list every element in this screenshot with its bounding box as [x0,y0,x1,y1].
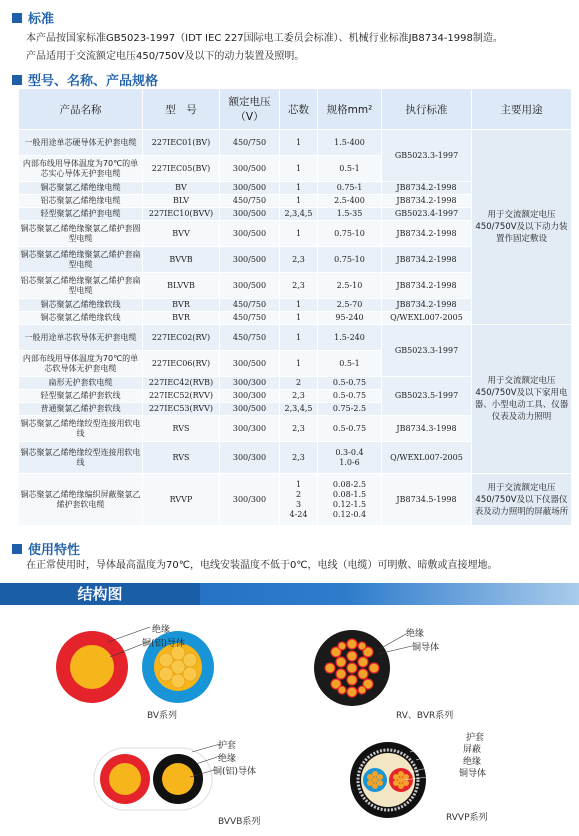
structure-title: 结构图 [0,583,200,605]
cores-line: 2 [295,489,302,499]
cell-standard: Q/WEXL007-2005 [382,442,472,474]
cell-name: 铜芯聚氯乙烯绝缘电缆 [19,182,143,195]
cell-cores: 1 [280,299,318,312]
header-standard: 执行标准 [382,89,472,130]
standard-line-1: 本产品按国家标准GB5023-1997（IDT IEC 227国际电工委员会标准）、机械行业标准JB8734-1998制造。 [26,33,503,44]
cell-name: 铝芯聚氯乙烯绝缘聚氯乙烯护套扁型电缆 [19,273,143,299]
spec-line: 0.12-1.5 [332,499,367,509]
cell-spec: 0.75-2.5 [318,403,382,416]
header-spec: 规格mm² [318,89,382,130]
section-models-heading [12,70,158,89]
cell-usage: 用于交流额定电压450/750V及以下动力装置作固定敷设 [472,130,572,325]
cell-model: 227IEC02(RV) [143,325,220,351]
cell-model: BVR [143,299,220,312]
cell-standard: JB8734.2-1998 [382,299,472,312]
cell-cores: 1 [280,130,318,156]
cell-name: 铜芯聚氯乙烯绝缘聚氯乙烯护套扁型电缆 [19,247,143,273]
cell-cores: 2,3 [280,273,318,299]
cell-name: 普通聚氯乙烯护套软线 [19,403,143,416]
rvvp-caption: RVVP系列 [446,813,488,823]
section-standard-heading [12,8,54,27]
cell-model: 227IEC01(BV) [143,130,220,156]
rvvp-label-insulation: 绝缘 [463,757,482,767]
square-bullet-icon [12,75,22,85]
cell-standard: GB5023.3-1997 [382,325,472,377]
cell-standard: JB8734.2-1998 [382,195,472,208]
square-bullet-icon [12,13,22,23]
cell-spec: 95-240 [318,312,382,325]
cell-standard: GB5023.5-1997 [382,377,472,416]
cell-spec: 0.5-1 [318,351,382,377]
cell-cores: 2,3 [280,247,318,273]
cell-cores: 1 [280,312,318,325]
cell-spec [318,442,382,474]
square-bullet-icon [12,544,22,554]
cell-spec: 1.5-240 [318,325,382,351]
spec-line: 0.08-2.5 [332,479,367,489]
cell-standard: JB8734.2-1998 [382,273,472,299]
cell-cores: 1 [280,221,318,247]
cell-spec [318,474,382,526]
cell-name: 扁形无护套软电缆 [19,377,143,390]
cell-name: 铜芯聚氯乙烯绝缘绞型连接用软电线 [19,416,143,442]
cell-standard: JB8734.5-1998 [382,474,472,526]
spec-line: 1.0-6 [339,457,360,467]
cell-voltage: 450/750 [220,325,280,351]
cell-spec: 0.5-1 [318,156,382,182]
cores-line: 1 [295,479,302,489]
cell-voltage: 300/500 [220,351,280,377]
cell-spec: 2.5-70 [318,299,382,312]
cell-usage: 用于交流额定电压450/750V及以下仪器仪表及动力照明的屏蔽场所 [472,474,572,526]
cell-voltage: 300/300 [220,474,280,526]
cell-cores [280,474,318,526]
cell-standard: GB5023.3-1997 [382,130,472,182]
cell-usage: 用于交流额定电压450/750V及以下家用电器、小型电动工具、仪器仪表及动力照明 [472,325,572,474]
cell-name: 轻型聚氯乙烯护套电缆 [19,208,143,221]
cores-line: 4-24 [289,509,308,519]
cell-spec: 2.5-10 [318,273,382,299]
section-title: 型号、名称、产品规格 [28,74,159,89]
product-spec-table [18,88,572,526]
cell-model: 227IEC05(BV) [143,156,220,182]
bvvb-cable-diagram [92,742,292,817]
cell-spec: 0.5-0.75 [318,390,382,403]
header-cores: 芯数 [280,89,318,130]
cell-standard: Q/WEXL007-2005 [382,312,472,325]
cell-voltage: 300/500 [220,182,280,195]
cell-name: 轻型聚氯乙烯护套软线 [19,390,143,403]
cell-voltage: 450/750 [220,312,280,325]
bv-label-conductor: 铜(铝)导体 [142,639,186,649]
cell-cores: 2,3,4,5 [280,208,318,221]
table-row [19,325,572,351]
cell-voltage: 300/500 [220,208,280,221]
table-row [19,130,572,156]
rvvp-label-conductor: 铜导体 [459,769,487,779]
cell-voltage: 300/500 [220,247,280,273]
bvvb-caption: BVVB系列 [218,817,261,827]
cell-model: 227IEC52(RVV) [143,390,220,403]
cell-voltage: 450/750 [220,130,280,156]
cell-cores: 2,3 [280,390,318,403]
cell-voltage: 300/300 [220,416,280,442]
cell-model: BVR [143,312,220,325]
header-name: 产品名称 [19,89,143,130]
cell-spec: 0.75-10 [318,221,382,247]
cell-model: 227IEC06(RV) [143,351,220,377]
cores-line: 3 [295,499,302,509]
cell-model: BLVVB [143,273,220,299]
header-voltage: 额定电压（V） [220,89,280,130]
bv-cable-diagram [50,622,220,712]
table-header-row [19,89,572,130]
bvvb-label-sheath: 护套 [218,741,237,751]
cell-voltage: 300/300 [220,390,280,403]
rv-label-insulation: 绝缘 [406,629,425,639]
section-usage-heading [12,539,80,558]
cell-spec: 1.5-35 [318,208,382,221]
spec-line: 0.08-1.5 [332,489,367,499]
standard-line-2: 产品适用于交流额定电压450/750V及以下的动力装置及照明。 [26,51,305,62]
cell-voltage: 300/300 [220,377,280,390]
cell-model: BVV [143,221,220,247]
cell-spec: 2.5-400 [318,195,382,208]
cell-standard: JB8734.2-1998 [382,221,472,247]
cell-name: 铜芯聚氯乙烯绝缘绞型连接用软电线 [19,442,143,474]
cell-cores: 2 [280,377,318,390]
cell-model: RVS [143,442,220,474]
spec-line: 0.12-0.4 [332,509,367,519]
bvvb-label-insulation: 绝缘 [218,754,237,764]
rvvp-cable-diagram [348,740,438,820]
cell-spec: 0.5-0.75 [318,416,382,442]
section-title: 使用特性 [28,543,81,558]
cell-voltage: 300/500 [220,273,280,299]
cell-name: 一般用途单芯硬导体无护套电缆 [19,130,143,156]
cell-spec: 0.75-1 [318,182,382,195]
bv-label-insulation: 绝缘 [152,625,171,635]
rv-caption: RV、BVR系列 [396,711,454,721]
cell-model: RVS [143,416,220,442]
cell-name: 铜芯聚氯乙烯绝缘聚氯乙烯护套圆型电缆 [19,221,143,247]
cell-cores: 1 [280,351,318,377]
cell-voltage: 300/500 [220,156,280,182]
cell-cores: 1 [280,182,318,195]
cell-cores: 1 [280,325,318,351]
cell-name: 内部布线用导体温度为70℃的单芯软导体无护套电缆 [19,351,143,377]
section-title: 标准 [28,12,55,27]
cell-voltage: 300/500 [220,403,280,416]
rv-label-conductor: 铜导体 [412,643,440,653]
cell-name: 铝芯聚氯乙烯绝缘电缆 [19,195,143,208]
cell-cores: 2,3 [280,442,318,474]
cell-model: RVVP [143,474,220,526]
cell-standard: JB8734.2-1998 [382,247,472,273]
cell-name: 铜芯聚氯乙烯绝缘软线 [19,312,143,325]
bvvb-label-conductor: 铜(铝)导体 [213,767,257,777]
cell-model: BLV [143,195,220,208]
cell-model: BV [143,182,220,195]
cell-name: 铜芯聚氯乙烯绝缘编织屏蔽聚氯乙烯护套软电缆 [19,474,143,526]
cell-voltage: 450/750 [220,195,280,208]
cell-cores: 2,3 [280,416,318,442]
cell-model: BVVB [143,247,220,273]
spec-line: 0.3-0.4 [335,447,364,457]
bv-caption: BV系列 [147,711,178,721]
header-usage: 主要用途 [472,89,572,130]
cell-name: 内部布线用导体温度为70℃的单芯实心导体无护套电缆 [19,156,143,182]
cell-cores: 1 [280,195,318,208]
cell-spec: 0.5-0.75 [318,377,382,390]
cell-name: 铜芯聚氯乙烯绝缘软线 [19,299,143,312]
cell-model: 227IEC42(RVB) [143,377,220,390]
cell-standard: GB5023.4-1997 [382,208,472,221]
rvvp-label-sheath: 护套 [466,733,485,743]
cell-spec: 0.75-10 [318,247,382,273]
cell-cores: 1 [280,156,318,182]
usage-text: 在正常使用时，导体最高温度为70℃，电线安装温度不低于0℃，电线（电缆）可明敷、暗敷或直接埋地。 [26,560,498,571]
structure-banner [0,583,579,605]
table-row [19,474,572,526]
cell-cores: 2,3,4,5 [280,403,318,416]
cell-model: 227IEC10(BVV) [143,208,220,221]
cell-voltage: 300/500 [220,221,280,247]
cell-name: 一般用途单芯软导体无护套电缆 [19,325,143,351]
cell-voltage: 450/750 [220,299,280,312]
cell-model: 227IEC53(RVV) [143,403,220,416]
cell-voltage: 300/300 [220,442,280,474]
cell-spec: 1.5-400 [318,130,382,156]
cell-standard: JB8734.2-1998 [382,182,472,195]
header-model: 型 号 [143,89,220,130]
cell-standard: JB8734.3-1998 [382,416,472,442]
rvvp-label-shield: 屏蔽 [463,745,482,755]
